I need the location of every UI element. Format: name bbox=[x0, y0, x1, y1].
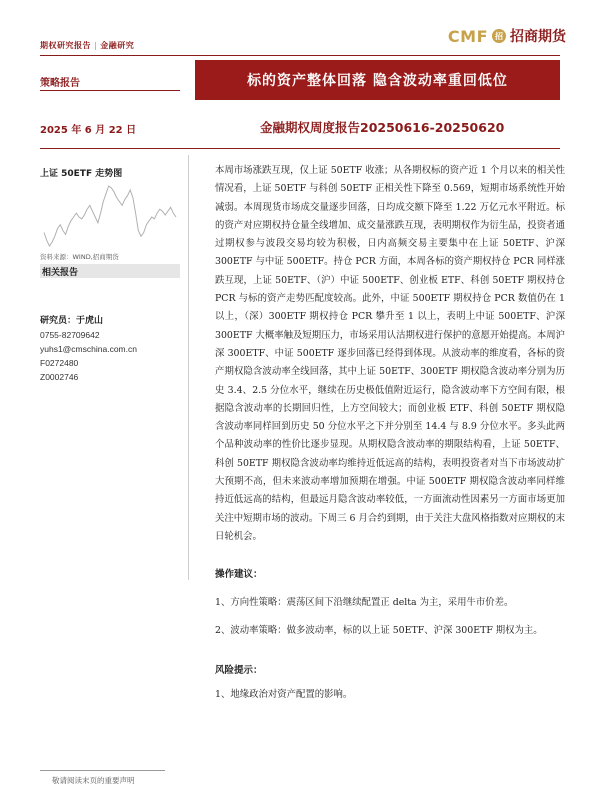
column-divider bbox=[188, 155, 189, 580]
footer-rule bbox=[40, 770, 165, 771]
brand-mark-icon: 招 bbox=[492, 29, 506, 43]
brand-latin: CMF bbox=[447, 26, 488, 46]
summary-paragraph: 本周市场涨跌互现，仅上证 50ETF 收涨；从各期权标的资产近 1 个月以来的相关性情况看，上证 50ETF 与科创 50ETF 正相关性下降至 0.569，短期市场系统性开始减弱。本周现货市场成交量逐步回落，日均成交额下降至 1.22 万亿元水平附近。标的资产对应期权持仓量全线增加、成交量涨跌互现，表明期权作为衍生品，投资者通过期权参与波段交易均较为积极，日内高频交易主要集中在上证 50ETF、沪深 300ETF 与中证 500ETF。持仓 PCR 方面，本周各标的资产期权持仓 PCR 同样涨跌互现，上证 50ETF、（沪）中证 500ETF、创业板 ETF、科创 50ETF 期权持仓 PCR 与标的资产走势匹配度较高。此外，中证 500ETF 期权持仓 PCR 数值仍在 1 以上，（深）300ETF 期权持仓 PCR 攀升至 1 以上，表明上中证 500ETF、沪深 300ETF 大概率触及短期压力，市场采用认沽期权进行保护的意愿开始提高。本周沪深 300ETF、中证 500ETF 逐步回落已经得到体现。从波动率的维度看，各标的资产期权隐含波动率全线回落，其中上证 50ETF、300ETF 期权隐含波动率分别为历史 3.4、2.5 分位水平，继续在历史极低值附近运行，隐含波动率下方空间有限，根据隐含波动率的长期回归性，上方空间较大；而创业板 ETF、科创 50ETF 期权隐含波动率同样回到历史 50 分位水平之下并分别至 14.4 与 8.9 分位水平。多头此两个品种波动率的性价比逐步显现。从期权隐含波动率的期限结构看，上证 50ETF、科创 50ETF 期权隐含波动率均维持近低远高的结构，表明投资者对当下市场波动扩大预期不高，但未来波动率增加预期在增强。中证 500ETF 期权隐含波动率同样维持近低远高的结构，但最远月隐含波动率较低，一方面流动性因素另一方面市场更加关注中短期市场的波动。下周三 6 月合约到期，由于关注大盘风格指数对应期权的末日轮机会。 bbox=[215, 165, 565, 542]
report-title: 金融期权周度报告20250616-20250620 bbox=[260, 120, 505, 135]
chart-source: 资料来源：WIND,招商期货 bbox=[40, 253, 119, 261]
category-label: 期权研究报告 bbox=[40, 41, 91, 50]
brand-logo bbox=[448, 26, 566, 46]
analyst-license-f: F0272480 bbox=[40, 358, 79, 368]
footer-notice: 敬请阅读末页的重要声明 bbox=[52, 776, 135, 785]
etf-trend-line bbox=[44, 186, 176, 246]
related-reports-label: 相关报告 bbox=[42, 268, 79, 278]
analyst-license-z: Z0002746 bbox=[40, 372, 79, 382]
report-type: 策略报告 bbox=[40, 78, 80, 89]
etf-trend-svg bbox=[40, 180, 180, 252]
report-type-rule bbox=[40, 90, 180, 91]
operations-title: 操作建议： bbox=[215, 569, 263, 580]
risk-item: 1、地缘政治对资产配置的影响。 bbox=[215, 689, 353, 700]
chart-title: 上证 50ETF 走势图 bbox=[40, 169, 123, 179]
risks-title: 风险提示： bbox=[215, 665, 263, 676]
header-category bbox=[40, 40, 134, 51]
headline-banner bbox=[195, 60, 560, 100]
brand-name: 招商期货 bbox=[510, 29, 566, 45]
header-divider bbox=[40, 55, 560, 56]
report-date: 2025 年 6 月 22 日 bbox=[40, 125, 137, 136]
analyst-name: 研究员：于虎山 bbox=[40, 316, 104, 326]
operation-item: 2、波动率策略：做多波动率，标的以上证 50ETF、沪深 300ETF 期权为主。 bbox=[215, 625, 543, 636]
subcategory-label: 金融研究 bbox=[100, 41, 135, 50]
title-divider bbox=[40, 148, 560, 149]
headline: 标的资产整体回落 隐含波动率重回低位 bbox=[247, 73, 508, 89]
header-separator: | bbox=[94, 41, 98, 50]
operation-item: 1、方向性策略：震荡区间下沿继续配置正 delta 为主，采用牛市价差。 bbox=[215, 597, 514, 608]
analyst-email[interactable]: yuhs1@cmschina.com.cn bbox=[40, 344, 137, 354]
analyst-phone: 0755-82709642 bbox=[40, 330, 100, 340]
etf-trend-chart bbox=[40, 180, 180, 260]
